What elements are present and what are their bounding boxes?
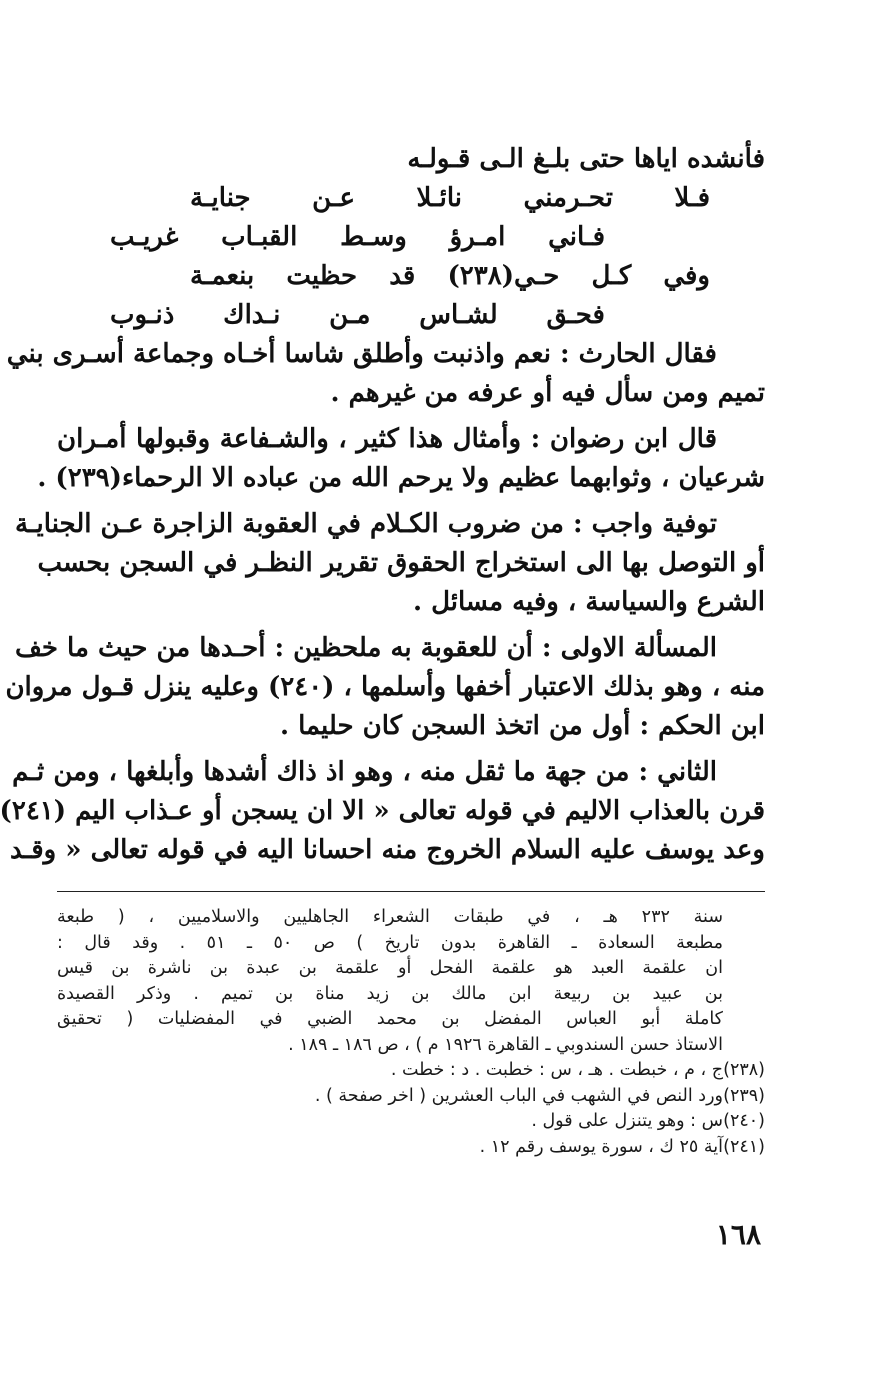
paragraph-5-line-2: قرن بالعذاب الاليم في قوله تعالى « الا ان يسجن أو عـذاب اليم (٢٤١): [0, 796, 765, 826]
intro-line: فأنشده اياها حتى بلـغ الـى قـولـه: [407, 144, 765, 174]
paragraph-3-line-2: أو التوصل بها الى استخراج الحقوق تقرير النظـر في السجن بحسب: [37, 548, 765, 578]
footnote-text: آية ٢٥ ك ، سورة يوسف رقم ١٢ .: [479, 1136, 723, 1157]
paragraph-3-line-3: الشرع والسياسة ، وفيه مسائل .: [412, 587, 765, 617]
paragraph-1-line-2: تميم ومن سأل فيه أو عرفه من غيرهم .: [330, 378, 765, 408]
paragraph-4-line-1: المسألة الاولى : أن للعقوبة به ملحظين : أحـدها من حيث ما خف: [15, 633, 717, 663]
paragraph-2-line-1: قال ابن رضوان : وأمثال هذا كثير ، والشـفاعة وقبولها أمـران: [57, 424, 717, 454]
footnote-238: [57, 1058, 765, 1084]
footnote-239: [57, 1084, 765, 1110]
footnote-continuation-line-4: بن عبيد بن ربيعة ابن مالك بن زيد مناة بن تميم . وذكر القصيدة: [57, 983, 723, 1004]
verse-1-second-hemistich: فـاني امـرؤ وسـط القبـاب غريـب: [110, 222, 605, 252]
paragraph-3-line-1: توفية واجب : من ضروب الكـلام في العقوبة الزاجرة عـن الجنايـة: [15, 509, 717, 539]
main-text: [0, 140, 765, 870]
footnote-text: س : وهو يتنزل على قول .: [531, 1111, 723, 1131]
footnote-number: (٢٤٠): [723, 1111, 765, 1131]
footnote-continuation-line-3: ان علقمة العبد هو علقمة الفحل أو علقمة بن عبدة بن ناشرة بن قيس: [57, 958, 723, 978]
page-number: ١٦٨: [715, 1218, 761, 1251]
paragraph-5-line-1: الثاني : من جهة ما ثقل منه ، وهو اذ ذاك أشدها وأبلغها ، ومن ثـم: [12, 757, 717, 787]
footnote-text: ج ، م ، خبطت . هـ ، س : خطبت . د : خطت .: [390, 1060, 723, 1080]
footnote-241: [57, 1135, 765, 1161]
footnotes: [57, 905, 765, 1160]
footnote-number: (٢٣٨): [723, 1060, 765, 1080]
paragraph-1-line-1: فقال الحارث : نعم واذنبت وأطلق شاسا أخـاه وجماعة أسـرى بني: [6, 339, 717, 369]
footnote-240: [57, 1109, 765, 1135]
paragraph-5-line-3: وعد يوسف عليه السلام الخروج منه احسانا اليه في قوله تعالى « وقـد: [9, 835, 765, 865]
footnote-text: ورد النص في الشهب في الباب العشرين ( اخر صفحة ) .: [314, 1085, 723, 1106]
paragraph-2-line-2: شرعيان ، وثوابهما عظيم ولا يرحم الله من عباده الا الرحماء(٢٣٩) .: [37, 463, 765, 493]
footnote-continuation-line-6: الاستاذ حسن السندوبي ـ القاهرة ١٩٢٦ م ) ، ص ١٨٦ ـ ١٨٩ .: [288, 1034, 723, 1055]
paragraph-4-line-2: منه ، وهو بذلك الاعتبار أخفها وأسلمها ، (٢٤٠) وعليه ينزل قـول مروان: [5, 672, 765, 702]
footnote-separator: [57, 891, 765, 892]
footnote-continuation-line-5: كاملة أبو العباس المفضل بن محمد الضبي في المفضليات ( تحقيق: [57, 1009, 723, 1029]
paragraph-4-line-3: ابن الحكم : أول من اتخذ السجن كان حليما .: [279, 711, 765, 741]
footnote-number: (٢٣٩): [723, 1085, 765, 1106]
footnote-continuation-line-1: سنة ٢٣٢ هـ ، في طبقات الشعراء الجاهليين والاسلاميين ، ( طبعة: [57, 907, 723, 927]
footnote-continuation-line-2: مطبعة السعادة ـ القاهرة بدون تاريخ ) ص ٥٠ ـ ٥١ . وقد قال :: [57, 932, 724, 953]
verse-2-first-hemistich: وفي كـل حـي(٢٣٨) قد حظيت بنعمـة: [190, 261, 710, 291]
footnote-number: (٢٤١): [723, 1136, 765, 1157]
verse-1-first-hemistich: فـلا تحـرمني نائـلا عـن جنايـة: [190, 183, 710, 213]
verse-2-second-hemistich: فحـق لشـاس مـن نـداك ذنـوب: [110, 300, 605, 330]
